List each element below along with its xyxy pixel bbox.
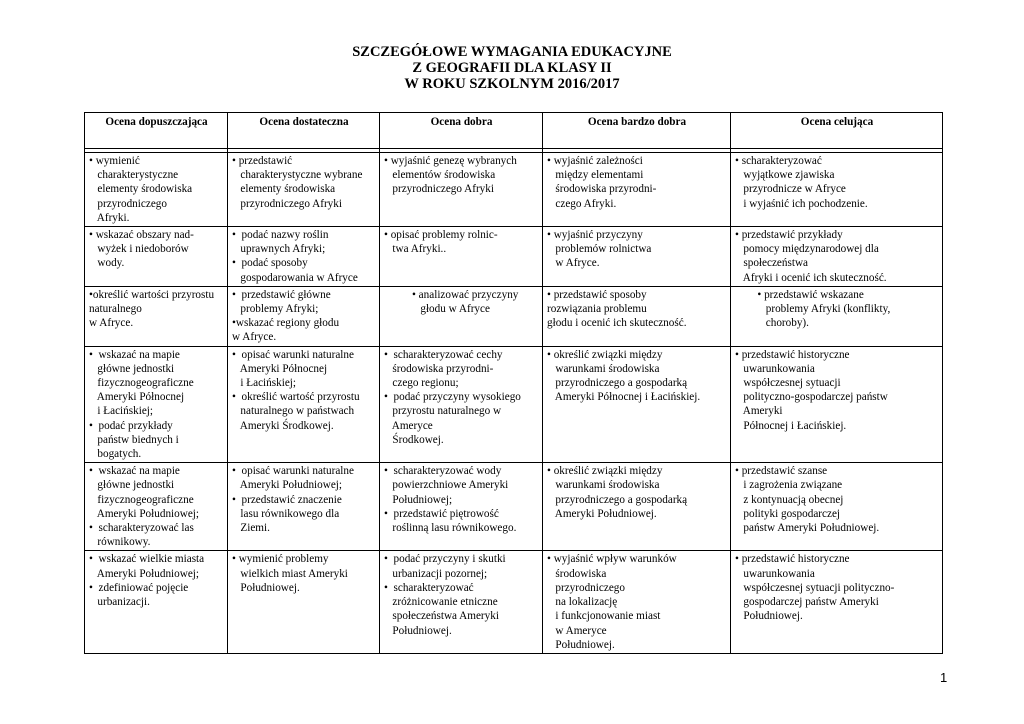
cell-text-line: • scharakteryzować cechy bbox=[384, 348, 503, 361]
cell-text-line: i Łacińskiej; bbox=[232, 377, 297, 390]
table-cell bbox=[380, 153, 543, 227]
cell-text-line: urbanizacji. bbox=[89, 596, 150, 609]
cell-text-line: w Ameryce bbox=[547, 624, 607, 637]
cell-text-line: pomocy międzynarodowej dla bbox=[735, 243, 879, 256]
cell-text-line: elementów środowiska bbox=[384, 169, 496, 182]
cell-text-line: Ameryki Południowej; bbox=[232, 479, 343, 492]
table-cell bbox=[380, 551, 543, 653]
cell-text-line: lasu równikowego dla bbox=[232, 507, 340, 520]
cell-text-line: Południowej. bbox=[735, 610, 803, 623]
cell-text-line: charakterystyczne bbox=[89, 169, 179, 182]
table-cell bbox=[543, 286, 731, 346]
cell-text-line: powierzchniowe Ameryki bbox=[384, 479, 509, 492]
cell-text-line: • opisać warunki naturalne bbox=[232, 465, 354, 478]
cell-text-line: charakterystyczne wybrane bbox=[232, 169, 363, 182]
cell-text-line: przyrostu naturalnego w bbox=[384, 405, 502, 418]
table-row bbox=[85, 227, 943, 287]
cell-text-line: Ameryki Północnej i Łacińskiej. bbox=[547, 391, 701, 404]
cell-text-line: • przedstawić szanse bbox=[735, 465, 828, 478]
cell-text-line: • opisać problemy rolnic- bbox=[384, 229, 498, 242]
cell-text-line: przyrodniczego bbox=[547, 581, 625, 594]
cell-text-line: Ameryki Północnej bbox=[89, 391, 185, 404]
cell-text-line: Południowej. bbox=[384, 624, 452, 637]
cell-text-line: Afryki. bbox=[89, 211, 130, 224]
column-header: Ocena dostateczna bbox=[228, 113, 380, 149]
cell-text-line: uwarunkowania bbox=[735, 567, 815, 580]
cell-text-line: wyżek i niedoborów bbox=[89, 243, 189, 256]
table-cell bbox=[543, 551, 731, 653]
table-cell bbox=[731, 153, 943, 227]
table-cell bbox=[380, 346, 543, 463]
cell-text-line: społeczeństwa Ameryki bbox=[384, 610, 499, 623]
table-cell bbox=[228, 286, 380, 346]
cell-text-line: zróżnicowanie etniczne bbox=[384, 596, 498, 609]
cell-text-line: gospodarczej państw Ameryki bbox=[735, 596, 879, 609]
cell-text-line: • analizować przyczyny bbox=[384, 288, 519, 301]
cell-text-line: współczesnej sytuacji bbox=[735, 377, 841, 390]
cell-text-line: Ameryki Południowej. bbox=[547, 507, 657, 520]
cell-text-line: twa Afryki.. bbox=[384, 243, 447, 256]
table-cell bbox=[85, 551, 228, 653]
table-cell bbox=[85, 346, 228, 463]
table-row bbox=[85, 286, 943, 346]
cell-text-line: • podać sposoby bbox=[232, 257, 308, 270]
cell-text-line: choroby). bbox=[735, 317, 809, 330]
cell-text-line: fizycznogeograficzne bbox=[89, 377, 194, 390]
cell-text-line: uprawnych Afryki; bbox=[232, 243, 326, 256]
cell-text-line: czego regionu; bbox=[384, 377, 459, 390]
cell-text-line: • podać przyczyny i skutki bbox=[384, 553, 506, 566]
cell-text-line: • przedstawić historyczne bbox=[735, 553, 850, 566]
table-row bbox=[85, 551, 943, 653]
cell-text-line: w Afryce. bbox=[547, 257, 600, 270]
cell-text-line: równikowy. bbox=[89, 536, 151, 549]
table-cell bbox=[228, 153, 380, 227]
table-cell bbox=[731, 551, 943, 653]
cell-text-line: naturalnego bbox=[89, 303, 142, 316]
table-cell bbox=[731, 346, 943, 463]
cell-text-line: • scharakteryzować wody bbox=[384, 465, 502, 478]
cell-text-line: przyrodniczego Afryki bbox=[384, 183, 494, 196]
cell-text-line: Ziemi. bbox=[232, 522, 270, 535]
cell-text-line: • przedstawić piętrowość bbox=[384, 507, 499, 520]
cell-text-line: • wskazać wielkie miasta bbox=[89, 553, 205, 566]
table-cell bbox=[731, 463, 943, 551]
cell-text-line: • wyjaśnić przyczyny bbox=[547, 229, 643, 242]
cell-text-line: naturalnego w państwach bbox=[232, 405, 355, 418]
cell-text-line: gospodarowania w Afryce bbox=[232, 271, 358, 284]
cell-text-line: • wymienić problemy bbox=[232, 553, 329, 566]
table-row bbox=[85, 346, 943, 463]
cell-text-line: Południowej; bbox=[384, 493, 453, 506]
cell-text-line: • wyjaśnić genezę wybranych bbox=[384, 155, 517, 167]
cell-text-line: Południowej. bbox=[547, 638, 615, 651]
cell-text-line: • scharakteryzować bbox=[384, 581, 474, 594]
cell-text-line: • wskazać na mapie bbox=[89, 348, 180, 361]
cell-text-line: • określić związki między bbox=[547, 348, 663, 361]
table-cell bbox=[85, 463, 228, 551]
cell-text-line: i zagrożenia związane bbox=[735, 479, 843, 492]
cell-text-line: urbanizacji pozornej; bbox=[384, 567, 488, 580]
cell-text-line: • przedstawić bbox=[232, 155, 293, 167]
cell-text-line: polityczno-gospodarczej państw bbox=[735, 391, 888, 404]
cell-text-line: w Afryce. bbox=[232, 331, 277, 344]
cell-text-line: fizycznogeograficzne bbox=[89, 493, 194, 506]
cell-text-line: • wyjaśnić zależności bbox=[547, 155, 643, 167]
header-row bbox=[85, 113, 943, 149]
cell-text-line: • określić związki między bbox=[547, 465, 663, 478]
cell-text-line: rozwiązania problemu bbox=[547, 303, 647, 316]
cell-text-line: problemy Afryki; bbox=[232, 303, 319, 316]
cell-text-line: państw Ameryki Południowej. bbox=[735, 522, 880, 535]
cell-text-line: przyrodniczego a gospodarką bbox=[547, 377, 688, 390]
cell-text-line: społeczeństwa bbox=[735, 257, 809, 270]
cell-text-line: Środkowej. bbox=[384, 433, 444, 446]
cell-text-line: głodu i ocenić ich skuteczność. bbox=[547, 317, 687, 330]
cell-text-line: problemów rolnictwa bbox=[547, 243, 652, 256]
table-cell bbox=[543, 227, 731, 287]
cell-text-line: • wyjaśnić wpływ warunków bbox=[547, 553, 677, 566]
table-cell bbox=[543, 346, 731, 463]
cell-text-line: • podać nazwy roślin bbox=[232, 229, 329, 242]
cell-text-line: • przedstawić przykłady bbox=[735, 229, 843, 242]
table-cell bbox=[731, 227, 943, 287]
cell-text-line: • przedstawić znaczenie bbox=[232, 493, 342, 506]
cell-text-line: elementy środowiska bbox=[232, 183, 336, 196]
cell-text-line: z kontynuacją obecnej bbox=[735, 493, 844, 506]
cell-text-line: Ameryki Południowej; bbox=[89, 507, 200, 520]
cell-text-line: przyrodnicze w Afryce bbox=[735, 183, 846, 196]
cell-text-line: polityki gospodarczej bbox=[735, 507, 841, 520]
table-cell bbox=[228, 346, 380, 463]
cell-text-line: czego Afryki. bbox=[547, 197, 617, 210]
table-cell bbox=[228, 551, 380, 653]
cell-text-line: •wskazać regiony głodu bbox=[232, 317, 340, 330]
table-cell bbox=[85, 227, 228, 287]
cell-text-line: Ameryki Środkowej. bbox=[232, 419, 334, 432]
cell-text-line: elementy środowiska bbox=[89, 183, 193, 196]
cell-text-line: warunkami środowiska bbox=[547, 479, 660, 492]
cell-text-line: i Łacińskiej; bbox=[89, 405, 154, 418]
cell-text-line: przyrodniczego Afryki bbox=[232, 197, 342, 210]
cell-text-line: środowiska bbox=[547, 567, 607, 580]
cell-text-line: • przedstawić wskazane bbox=[735, 288, 864, 301]
cell-text-line: bogatych. bbox=[89, 448, 142, 461]
table-cell bbox=[380, 227, 543, 287]
cell-text-line: • scharakteryzować las bbox=[89, 522, 194, 535]
cell-text-line: główne jednostki bbox=[89, 362, 175, 375]
cell-text-line: • określić wartość przyrostu bbox=[232, 391, 360, 404]
cell-text-line: wielkich miast Ameryki bbox=[232, 567, 348, 580]
requirements-table bbox=[84, 112, 943, 654]
cell-text-line: • zdefiniować pojęcie bbox=[89, 581, 189, 594]
column-header: Ocena celująca bbox=[731, 113, 943, 149]
cell-text-line: i funkcjonowanie miast bbox=[547, 610, 661, 623]
cell-text-line: • wskazać obszary nad- bbox=[89, 229, 194, 242]
cell-text-line: roślinną lasu równikowego. bbox=[384, 522, 517, 535]
cell-text-line: problemy Afryki (konflikty, bbox=[735, 303, 891, 316]
table-cell bbox=[380, 286, 543, 346]
cell-text-line: • scharakteryzować bbox=[735, 155, 822, 167]
cell-text-line: Ameryki Południowej; bbox=[89, 567, 200, 580]
page-number: 1 bbox=[940, 670, 948, 685]
cell-text-line: Ameryce bbox=[384, 419, 433, 432]
title-line: W ROKU SZKOLNYM 2016/2017 bbox=[404, 76, 620, 92]
table-cell bbox=[85, 286, 228, 346]
cell-text-line: przyrodniczego bbox=[89, 197, 167, 210]
table-cell bbox=[543, 463, 731, 551]
table-cell bbox=[543, 153, 731, 227]
title-line: SZCZEGÓŁOWE WYMAGANIA EDUKACYJNE bbox=[352, 44, 672, 60]
cell-text-line: przyrodniczego a gospodarką bbox=[547, 493, 688, 506]
cell-text-line: środowiska przyrodni- bbox=[547, 183, 657, 196]
cell-text-line: na lokalizację bbox=[547, 596, 618, 609]
cell-text-line: warunkami środowiska bbox=[547, 362, 660, 375]
table-body bbox=[85, 153, 943, 654]
cell-text-line: • podać przykłady bbox=[89, 419, 173, 432]
cell-text-line: głodu w Afryce bbox=[384, 303, 490, 316]
cell-text-line: uwarunkowania bbox=[735, 362, 815, 375]
cell-text-line: • wymienić bbox=[89, 155, 140, 167]
cell-text-line: • podać przyczyny wysokiego bbox=[384, 391, 521, 404]
cell-text-line: główne jednostki bbox=[89, 479, 175, 492]
cell-text-line: Północnej i Łacińskiej. bbox=[735, 419, 847, 432]
cell-text-line: • przedstawić historyczne bbox=[735, 348, 850, 361]
table-cell bbox=[85, 153, 228, 227]
cell-text-line: Południowej. bbox=[232, 581, 300, 594]
document-title bbox=[0, 44, 1024, 92]
column-header: Ocena dobra bbox=[380, 113, 543, 149]
cell-text-line: • wskazać na mapie bbox=[89, 465, 180, 478]
table-cell bbox=[731, 286, 943, 346]
table-cell bbox=[380, 463, 543, 551]
table-row bbox=[85, 153, 943, 227]
cell-text-line: Ameryki bbox=[735, 405, 783, 418]
cell-text-line: wody. bbox=[89, 257, 125, 270]
cell-text-line: • opisać warunki naturalne bbox=[232, 348, 354, 361]
cell-text-line: • przedstawić główne bbox=[232, 288, 331, 301]
cell-text-line: współczesnej sytuacji polityczno- bbox=[735, 581, 895, 594]
column-header: Ocena dopuszczająca bbox=[85, 113, 228, 149]
cell-text-line: wyjątkowe zjawiska bbox=[735, 169, 835, 182]
cell-text-line: Ameryki Północnej bbox=[232, 362, 328, 375]
cell-text-line: • przedstawić sposoby bbox=[547, 288, 647, 301]
table-cell bbox=[228, 463, 380, 551]
title-line: Z GEOGRAFII DLA KLASY II bbox=[412, 60, 612, 76]
table-row bbox=[85, 463, 943, 551]
column-header: Ocena bardzo dobra bbox=[543, 113, 731, 149]
table-cell bbox=[228, 227, 380, 287]
cell-text-line: •określić wartości przyrostu bbox=[89, 288, 215, 301]
cell-text-line: państw biednych i bbox=[89, 433, 179, 446]
cell-text-line: w Afryce. bbox=[89, 317, 134, 330]
cell-text-line: i wyjaśnić ich pochodzenie. bbox=[735, 197, 868, 210]
cell-text-line: środowiska przyrodni- bbox=[384, 362, 494, 375]
cell-text-line: Afryki i ocenić ich skuteczność. bbox=[735, 271, 887, 284]
cell-text-line: między elementami bbox=[547, 169, 644, 182]
